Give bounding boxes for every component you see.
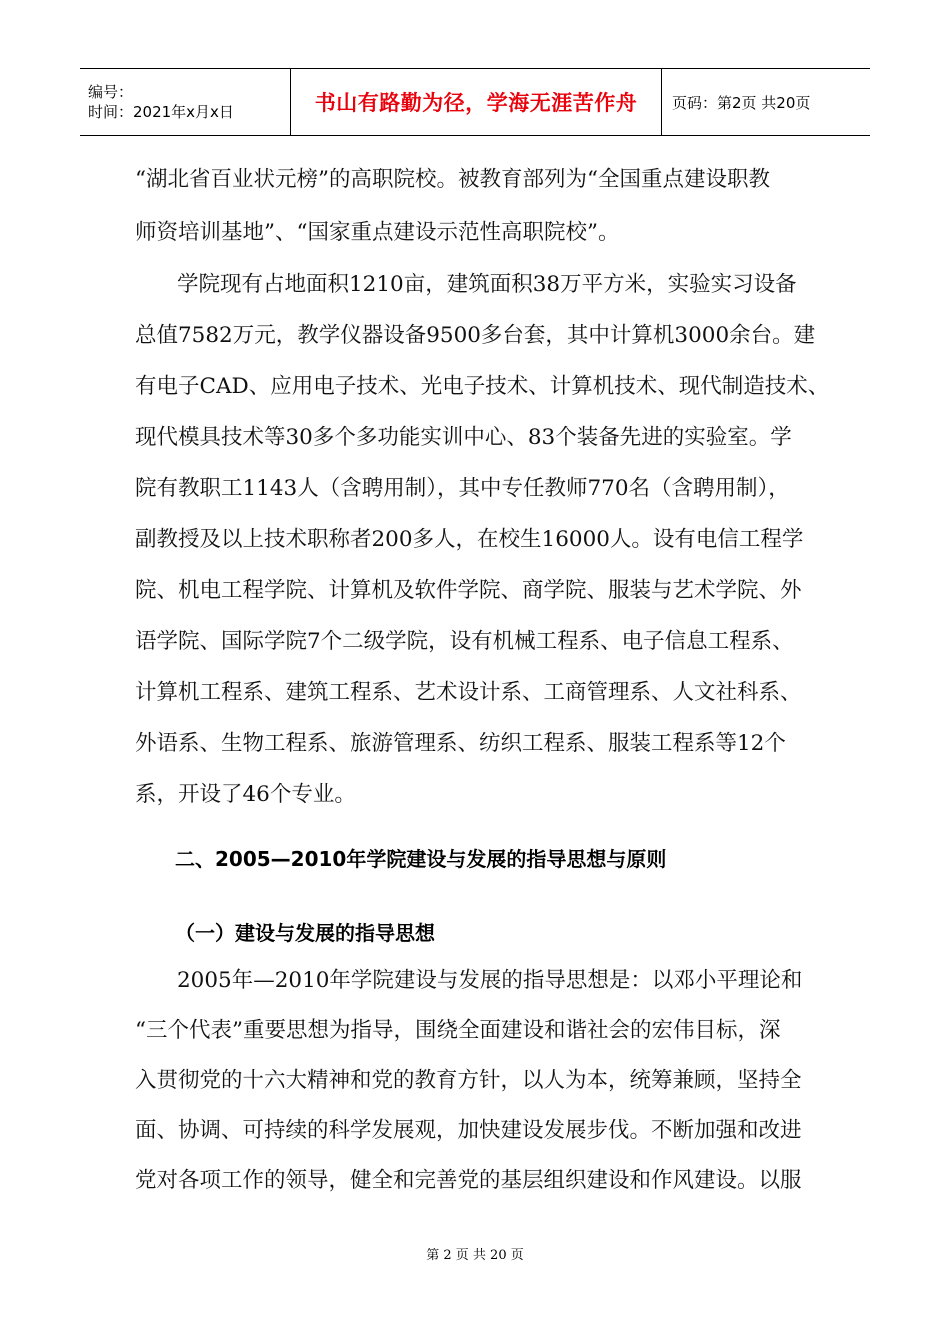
section-heading: 二、2005—2010年学院建设与发展的指导思想与原则	[175, 847, 667, 871]
header-meta	[80, 69, 291, 136]
paragraph-line: 2005年—2010年学院建设与发展的指导思想是：以邓小平理论和	[177, 968, 803, 993]
paragraph-line: 有电子CAD、应用电子技术、光电子技术、计算机技术、现代制造技术、	[135, 374, 830, 399]
paragraph-line: “三个代表”重要思想为指导，围绕全面建设和谐社会的宏伟目标，深	[135, 1018, 781, 1043]
paragraph-line: 系，开设了46个专业。	[135, 782, 356, 807]
paragraph-line: “湖北省百业状元榜”的高职院校。被教育部列为“全国重点建设职教	[135, 167, 770, 192]
header-motto: 书山有路勤为径，学海无涯苦作舟	[291, 69, 662, 136]
document-date: 时间：2021年x月x日	[88, 103, 234, 121]
paragraph-line: 语学院、国际学院7个二级学院，设有机械工程系、电子信息工程系、	[135, 629, 794, 654]
paragraph-line: 院、机电工程学院、计算机及软件学院、商学院、服装与艺术学院、外	[135, 578, 802, 603]
paragraph-line: 学院现有占地面积1210亩，建筑面积38万平方米，实验实习设备	[177, 272, 797, 297]
paragraph-line: 党对各项工作的领导，健全和完善党的基层组织建设和作风建设。以服	[135, 1168, 802, 1193]
paragraph-line: 师资培训基地”、“国家重点建设示范性高职院校”。	[135, 220, 620, 245]
page-header	[80, 68, 870, 136]
paragraph-line: 副教授及以上技术职称者200多人，在校生16000人。设有电信工程学	[135, 527, 804, 552]
subsection-heading: （一）建设与发展的指导思想	[175, 921, 435, 945]
paragraph-line: 计算机工程系、建筑工程系、艺术设计系、工商管理系、人文社科系、	[135, 680, 802, 705]
document-number-label: 编号：	[88, 83, 134, 101]
paragraph-line: 面、协调、可持续的科学发展观，加快建设发展步伐。不断加强和改进	[135, 1118, 802, 1143]
paragraph-line: 现代模具技术等30多个多功能实训中心、83个装备先进的实验室。学	[135, 425, 792, 450]
paragraph-line: 外语系、生物工程系、旅游管理系、纺织工程系、服装工程系等12个	[135, 731, 786, 756]
header-page-info: 页码：第2页 共20页	[672, 93, 811, 112]
page-footer: 第 2 页 共 20 页	[426, 1248, 524, 1263]
paragraph-line: 院有教职工1143人（含聘用制），其中专任教师770名（含聘用制），	[135, 476, 790, 501]
paragraph-line: 总值7582万元，教学仪器设备9500多台套，其中计算机3000余台。建	[135, 323, 816, 348]
paragraph-line: 入贯彻党的十六大精神和党的教育方针，以人为本，统筹兼顾，坚持全	[135, 1068, 802, 1093]
